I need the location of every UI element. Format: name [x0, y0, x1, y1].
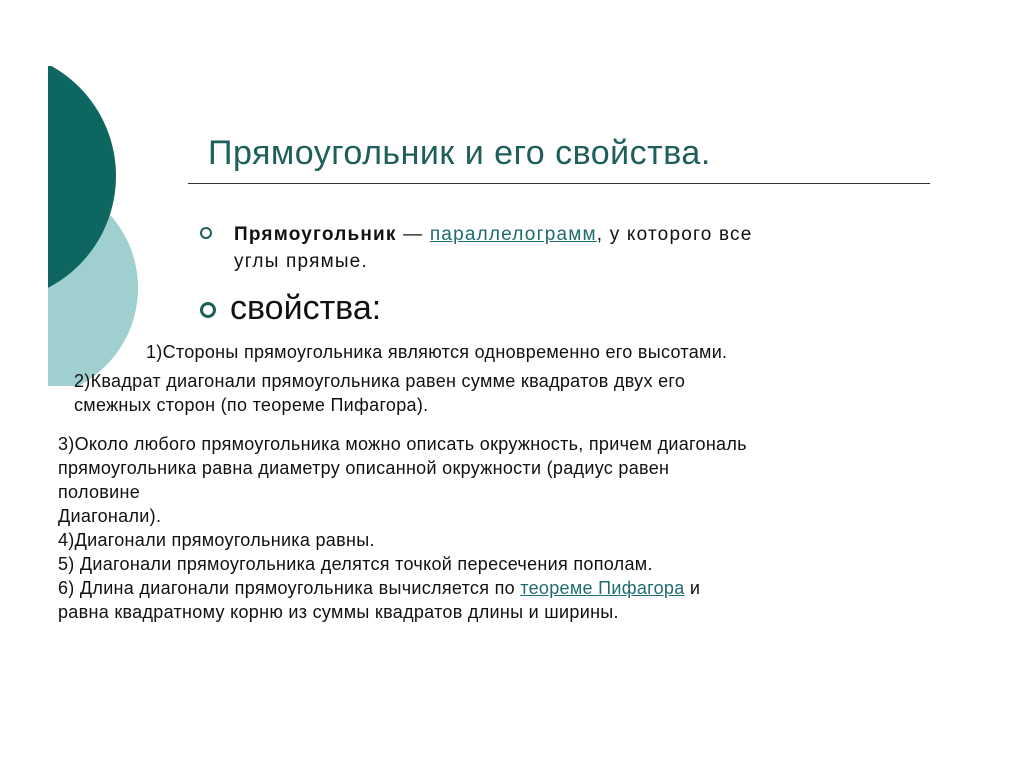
property-5: 5) Диагонали прямоугольника делятся точкой пересечения пополам. [58, 554, 653, 574]
title-divider [188, 183, 930, 184]
property-3-line2: прямоугольника равна диаметру описанной окружности (радиус равен [58, 458, 670, 478]
property-3-line1: 3)Около любого прямоугольника можно описать окружность, причем диагональ [58, 434, 747, 454]
property-6-before-link: 6) Длина диагонали прямоугольника вычисляется по [58, 578, 521, 598]
property-3-line3: половине [58, 482, 141, 502]
property-1: 1)Стороны прямоугольника являются одновременно его высотами. [146, 342, 728, 362]
properties-3-to-6 [58, 432, 747, 624]
decorative-circles [48, 66, 168, 386]
pythagorean-theorem-link[interactable]: теореме Пифагора [520, 578, 685, 598]
property-6-after-link: и [684, 578, 701, 598]
definition-term: Прямоугольник [234, 224, 397, 245]
parallelogram-link[interactable]: параллелограмм [429, 224, 597, 245]
slide-title: Прямоугольник и его свойства. [208, 134, 711, 172]
property-2-line1: 2)Квадрат диагонали прямоугольника равен сумме квадратов двух его [74, 371, 686, 391]
properties-heading-bullet [200, 288, 381, 328]
property-3-line4: Диагонали). [58, 506, 162, 526]
property-6-line2: равна квадратному корню из суммы квадратов длины и ширины. [58, 602, 619, 622]
properties-heading: свойства: [230, 289, 382, 327]
definition-dash: — [396, 224, 430, 245]
slide [48, 66, 978, 706]
definition-rest-line2: углы прямые. [234, 251, 368, 272]
bullet-circle-icon [200, 227, 212, 239]
property-2 [74, 369, 685, 417]
bullet-circle-icon [200, 302, 216, 318]
property-4: 4)Диагонали прямоугольника равны. [58, 530, 375, 550]
property-2-line2: смежных сторон (по теореме Пифагора). [74, 395, 429, 415]
definition-bullet [200, 221, 890, 275]
definition-text [234, 221, 753, 275]
definition-rest-line1: , у которого все [596, 224, 753, 245]
